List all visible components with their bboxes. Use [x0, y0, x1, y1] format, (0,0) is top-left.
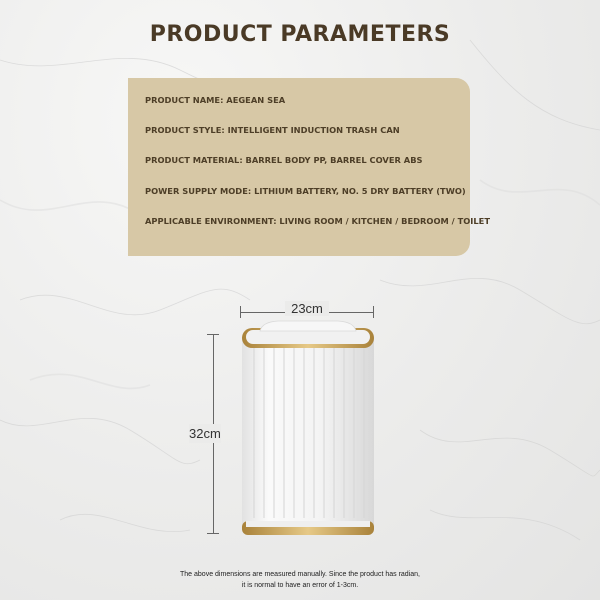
param-power-supply: POWER SUPPLY MODE: LITHIUM BATTERY, NO. 5 DRY BATTERY (TWO): [145, 185, 466, 196]
note-line-1: The above dimensions are measured manually. Since the product has radian,: [180, 571, 420, 578]
param-product-name: PRODUCT NAME: AEGEAN SEA: [145, 95, 286, 105]
measurement-note: [0, 569, 600, 591]
height-dimension: [189, 334, 221, 534]
parameters-panel: [128, 78, 490, 256]
param-product-material: PRODUCT MATERIAL: BARREL BODY PP, BARREL COVER ABS: [145, 155, 423, 166]
param-product-style: PRODUCT STYLE: INTELLIGENT INDUCTION TRASH CAN: [145, 125, 400, 136]
param-environment: APPLICABLE ENVIRONMENT: LIVING ROOM / KITCHEN / BEDROOM / TOILET: [145, 215, 490, 226]
height-tick-top: [207, 334, 219, 335]
width-label: 23cm: [285, 301, 329, 316]
width-dimension: [240, 301, 374, 318]
page-title: PRODUCT PARAMETERS: [149, 22, 451, 47]
height-label: 32cm: [189, 426, 221, 441]
note-line-2: it is normal to have an error of 1-3cm.: [241, 582, 359, 589]
trash-can-image: [238, 318, 378, 543]
parameters-list: [145, 90, 490, 241]
height-tick-bottom: [207, 533, 219, 534]
